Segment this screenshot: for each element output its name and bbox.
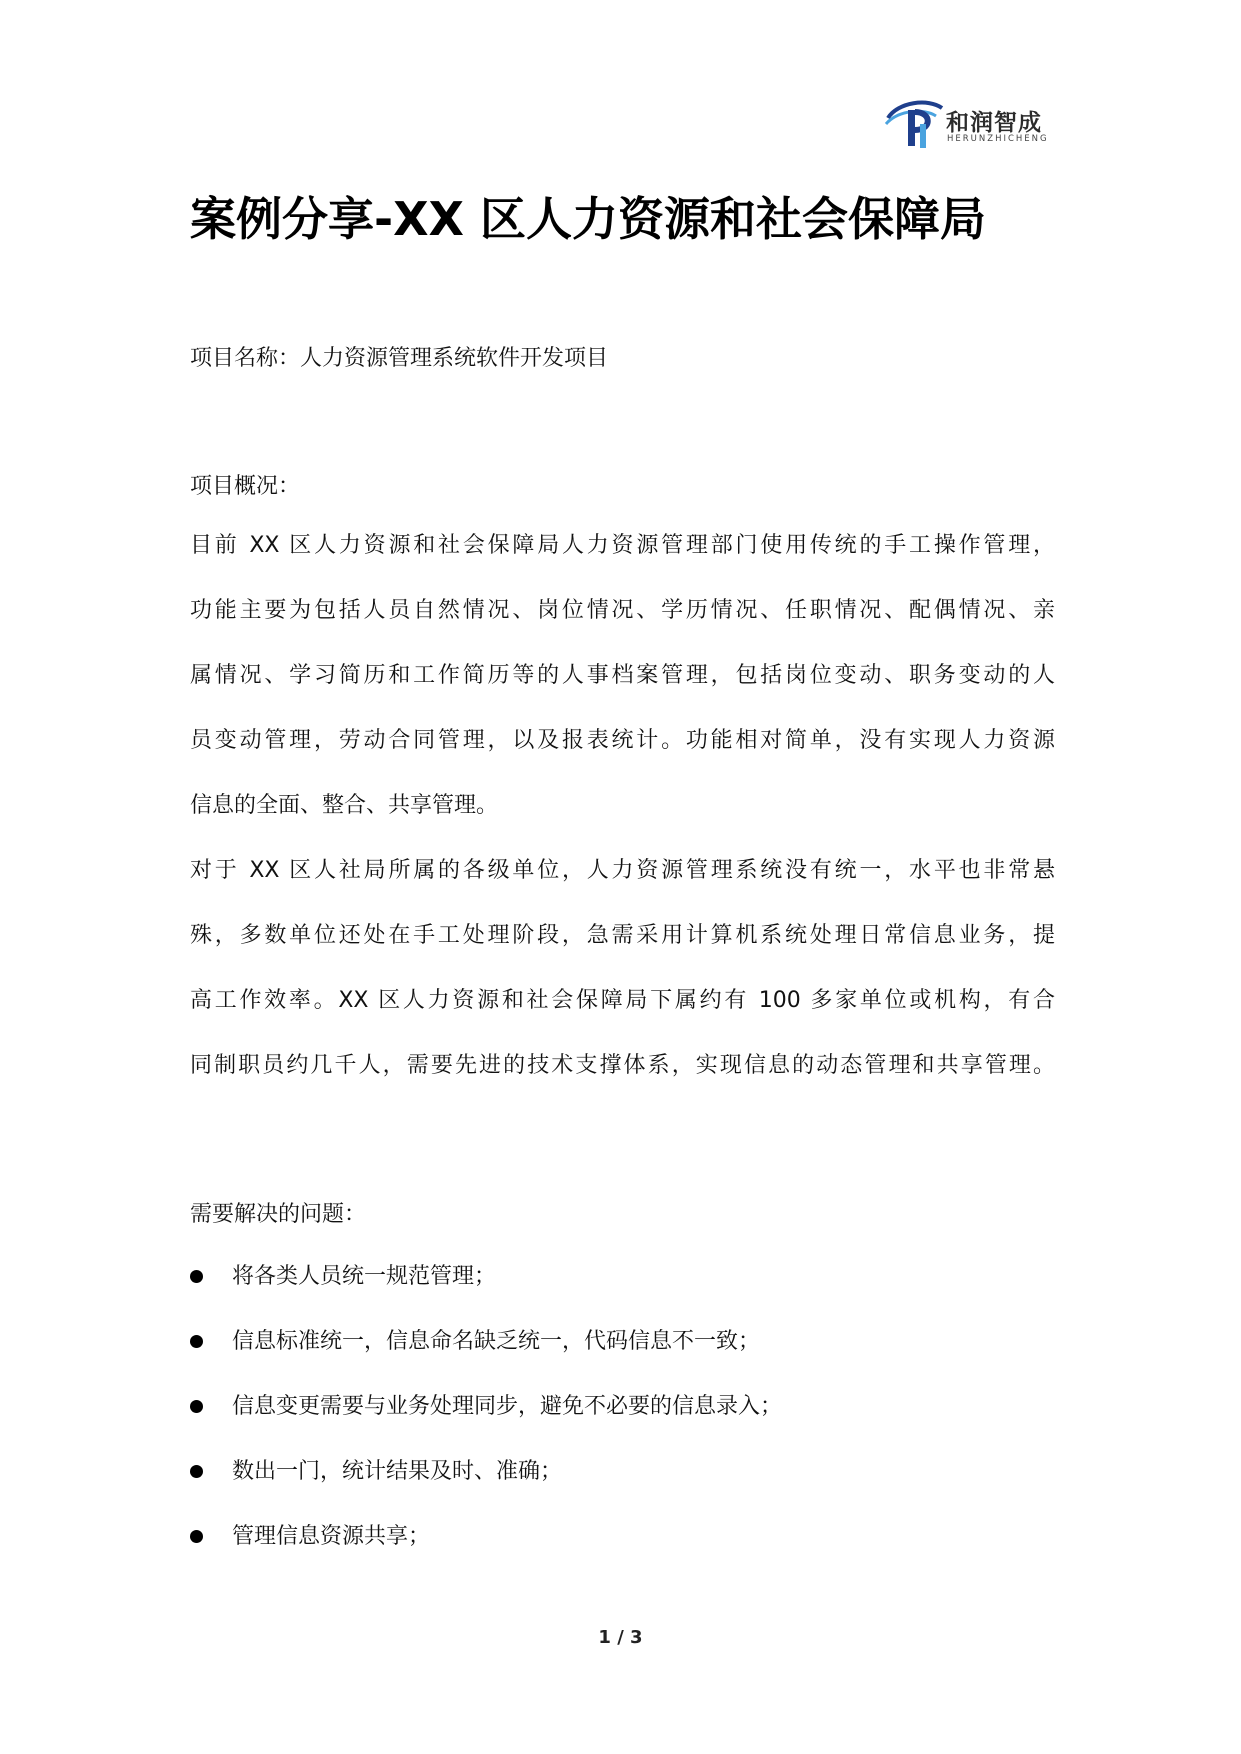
overview-line: 高工作效率。XX 区人力资源和社会保障局下属约有 100 多家单位或机构，有合 (190, 988, 1055, 1013)
list-item-text: 信息标准统一，信息命名缺乏统一，代码信息不一致； (232, 1329, 761, 1354)
list-item (190, 1319, 990, 1384)
bullet-icon (190, 1465, 203, 1478)
list-item-text: 信息变更需要与业务处理同步，避免不必要的信息录入； (232, 1394, 783, 1419)
list-item (190, 1384, 990, 1449)
list-item (190, 1254, 990, 1319)
list-item (190, 1449, 990, 1514)
list-item-text: 数出一门，统计结果及时、准确； (232, 1459, 563, 1484)
company-logo (884, 96, 1064, 156)
bullet-icon (190, 1530, 203, 1543)
list-item-text: 将各类人员统一规范管理； (232, 1264, 497, 1289)
list-item (190, 1514, 990, 1579)
page-title: 案例分享-XX 区人力资源和社会保障局 (190, 192, 987, 246)
overview-line: 对于 XX 区人社局所属的各级单位，人力资源管理系统没有统一，水平也非常悬 (190, 858, 1055, 883)
overview-body (190, 523, 1055, 1108)
logo-name-en: HERUNZHICHENG (947, 134, 1049, 144)
problems-heading: 需要解决的问题： (190, 1202, 367, 1227)
bullet-icon (190, 1400, 203, 1413)
overview-line: 同制职员约几千人，需要先进的技术支撑体系，实现信息的动态管理和共享管理。 (190, 1053, 1055, 1078)
list-item-text: 管理信息资源共享； (232, 1524, 431, 1549)
overview-line: 殊，多数单位还处在手工处理阶段，急需采用计算机系统处理日常信息业务，提 (190, 923, 1055, 948)
bullet-icon (190, 1270, 203, 1283)
overview-line: 目前 XX 区人力资源和社会保障局人力资源管理部门使用传统的手工操作管理， (190, 533, 1055, 558)
problems-list (190, 1254, 990, 1579)
overview-line: 员变动管理，劳动合同管理，以及报表统计。功能相对简单，没有实现人力资源 (190, 728, 1055, 753)
page-number: 1 / 3 (598, 1627, 643, 1648)
overview-line: 功能主要为包括人员自然情况、岗位情况、学历情况、任职情况、配偶情况、亲 (190, 598, 1055, 623)
overview-heading: 项目概况： (190, 474, 301, 499)
overview-line: 信息的全面、整合、共享管理。 (190, 793, 499, 818)
logo-name-cn: 和润智成 (946, 110, 1042, 136)
logo-mark-icon (884, 96, 944, 152)
project-name: 项目名称：人力资源管理系统软件开发项目 (190, 346, 609, 371)
overview-line: 属情况、学习简历和工作简历等的人事档案管理，包括岗位变动、职务变动的人 (190, 663, 1055, 688)
bullet-icon (190, 1335, 203, 1348)
